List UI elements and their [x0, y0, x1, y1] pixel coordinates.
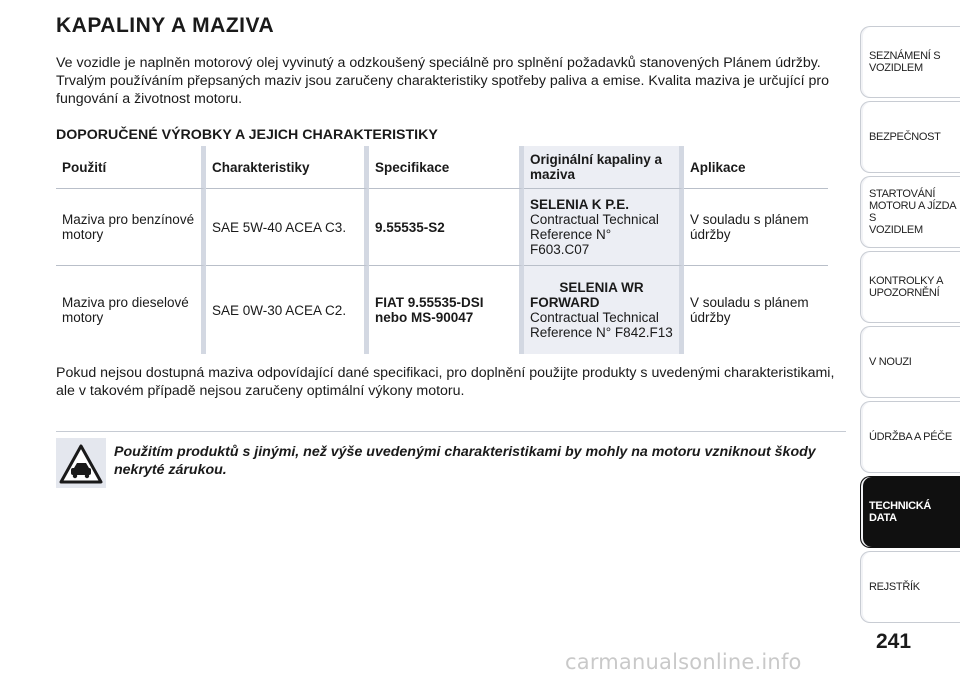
cell-characteristics: SAE 5W-40 ACEA C3. — [206, 188, 369, 265]
table-row — [56, 265, 828, 354]
tab-technicka-data[interactable] — [860, 476, 960, 548]
cell-characteristics: SAE 0W-30 ACEA C2. — [206, 265, 369, 354]
product-reference: Contractual Technical Reference N° F842.F13 — [530, 310, 673, 340]
page-title: KAPALINY A MAZIVA — [56, 14, 275, 37]
section-title: DOPORUČENÉ VÝROBKY A JEJICH CHARAKTERISTIKY — [56, 127, 438, 143]
cell-original-product — [524, 265, 684, 354]
header-use: Použití — [56, 146, 206, 188]
tab-seznameni-s-vozidlem[interactable] — [860, 26, 960, 98]
cell-use: Maziva pro benzínové motory — [56, 188, 206, 265]
tab-v-nouzi[interactable] — [860, 326, 960, 398]
tab-bezpecnost[interactable] — [860, 101, 960, 173]
tab-kontrolky[interactable] — [860, 251, 960, 323]
table-row — [56, 188, 828, 265]
lubricants-table — [56, 146, 828, 354]
tab-udrzba[interactable] — [860, 401, 960, 473]
tab-label: KONTROLKY A UPOZORNĚNÍ — [869, 275, 944, 299]
cell-specification: 9.55535-S2 — [369, 188, 524, 265]
header-specification: Specifikace — [369, 146, 524, 188]
tab-rejstrik[interactable] — [860, 551, 960, 623]
cell-application: V souladu s plánem údržby — [684, 265, 828, 354]
tab-label: SEZNÁMENÍ S VOZIDLEM — [869, 50, 941, 74]
warning-divider — [56, 431, 846, 432]
header-application: Aplikace — [690, 159, 746, 175]
cell-application: V souladu s plánem údržby — [684, 188, 828, 265]
tab-label: ÚDRŽBA A PÉČE — [869, 431, 952, 443]
product-name-line-1: SELENIA WR — [559, 280, 644, 295]
tab-label: V NOUZI — [869, 356, 912, 368]
cell-specification: FIAT 9.55535-DSI nebo MS-90047 — [369, 265, 524, 354]
page-number: 241 — [876, 630, 912, 653]
tab-label: BEZPEČNOST — [869, 131, 941, 143]
intro-paragraph: Ve vozidle je naplněn motorový olej vyvinutý a odzkoušený speciálně pro splnění požadavků stanovených Plánem údržby. Trvalým používáním přepsaných maziv jsou zaručeny charakteristiky spotřeby paliva a emise. Kvalita maziva je určující pro fungování a životnost motoru. — [56, 55, 829, 107]
car-slippery-warning-icon — [56, 438, 106, 488]
tab-label: STARTOVÁNÍ MOTORU A JÍZDA S VOZIDLEM — [869, 188, 956, 236]
product-name: SELENIA K P.E. — [530, 197, 630, 212]
cell-use: Maziva pro dieselové motory — [56, 265, 206, 354]
table-header-row — [56, 146, 828, 188]
warning-text: Použitím produktů s jinými, než výše uvedenými charakteristikami by mohly na motoru vzniknout škody nekryté zárukou. — [114, 444, 816, 478]
tab-label: TECHNICKÁ DATA — [869, 500, 932, 524]
note-paragraph: Pokud nejsou dostupná maziva odpovídající dané specifikaci, pro doplnění použijte produkty s uvedenými charakteristikami, ale v takovém případě nejsou zaručeny optimální výkony motoru. — [56, 365, 835, 399]
tab-label: REJSTŘÍK — [869, 581, 920, 593]
chapter-sidebar — [860, 0, 960, 678]
product-reference: Contractual Technical Reference N° F603.C07 — [530, 212, 659, 257]
header-original-products: Originální kapaliny a maziva — [524, 146, 684, 188]
header-characteristics: Charakteristiky — [206, 146, 369, 188]
cell-original-product — [524, 188, 684, 265]
tab-startovani[interactable] — [860, 176, 960, 248]
watermark: carmanualsonline.info — [565, 650, 802, 674]
product-name-line-2: FORWARD — [530, 295, 600, 310]
